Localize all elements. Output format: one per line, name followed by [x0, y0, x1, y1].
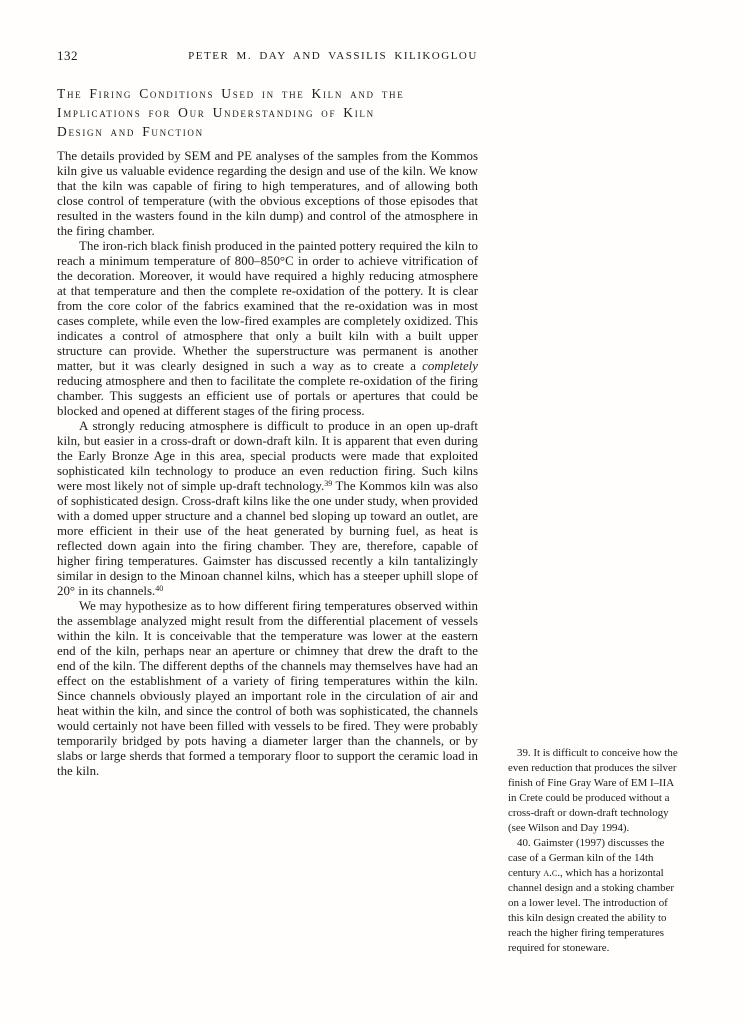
page-number: 132 — [57, 48, 78, 63]
smallcaps-text: a.c. — [543, 867, 560, 879]
footnote: 40. Gaimster (1997) discusses the case of a German kiln of the 14th century a.c., which has a horizontal channel design and a stoking chamber on a lower level. The introduction of this kiln design created the ability to reach the higher firing temperatures required for stoneware. — [508, 837, 675, 954]
main-text-column — [57, 149, 478, 779]
section-heading — [57, 84, 527, 141]
footnote: 39. It is difficult to conceive how the even reduction that produces the silver finish of Fine Gray Ware of EM I–IIA in Crete could be produced without a cross-draft or down-draft technology (see Wilson and Day 1994). — [508, 747, 678, 834]
body-paragraph: We may hypothesize as to how different firing temperatures observed within the assemblage analyzed might result from the differential placement of vessels within the kiln. It is conceivable that the temperature was lower at the eastern end of the kiln, perhaps near an aperture or chimney that drew the draft to the end of the kiln. The different depths of the channels may themselves have had an effect on the establishment of a variety of firing temperatures within the kiln. Since channels obviously played an important role in the circulation of air and heat within the kiln, and since the control of both was sophisticated, the channels would certainly not have been filled with vessels to be fired. They were probably temporarily bridged by pots having a diameter larger than the channels, or by slabs or large sherds that formed a temporary floor to support the ceramic load in the kiln. — [57, 599, 478, 778]
footnote-ref-39: 39 — [324, 479, 333, 489]
section-heading-line: Implications for Our Understanding of Kiln — [57, 105, 375, 120]
footnote-ref-40: 40 — [155, 584, 164, 594]
footnotes-column — [508, 746, 680, 956]
running-head: PETER M. DAY AND VASSILIS KILIKOGLOU — [188, 50, 478, 62]
body-paragraph: The iron-rich black finish produced in the painted pottery required the kiln to reach a minimum temperature of 800–850°C in order to achieve vitrification of the decoration. Moreover, it would have required a highly reducing atmosphere at that temperature and then the complete re-oxidation of the pottery. It is clear from the core color of the fabrics examined that the re-oxidation was in most cases complete, while even the low-fired examples are completely oxidized. This indicates a control of atmosphere that only a built kiln with a built upper structure can provide. Whether the superstructure was permanent is another matter, but it was clearly designed in such a way as to create a completely reducing atmosphere and then to facilitate the complete re-oxidation of the firing chamber. This suggests an efficient use of portals or apertures that could be blocked and opened at different stages of the firing process. — [57, 239, 478, 418]
body-paragraph: A strongly reducing atmosphere is difficult to produce in an open up-draft kiln, but easier in a cross-draft or down-draft kiln. It is apparent that even during the Early Bronze Age in this area, special products were made that exploited sophisticated kiln technology to produce an even reduction firing. Such kilns were most likely not of simple up-draft technology.$^{39}$ The Kommos kiln was also of sophisticated design. Cross-draft kilns like the one under study, when provided with a domed upper structure and a channel bed sloping up toward an outlet, are more efficient in their use of the heat generated by burning fuel, as heat is reflected down again into the firing chamber. They are, therefore, capable of higher firing temperatures. Gaimster has discussed recently a kiln tantalizingly similar in design to the Minoan channel kilns, which has a steeper uphill slope of 20° in its channels.$^{40}$ — [57, 419, 478, 598]
section-heading-line: Design and Function — [57, 124, 204, 139]
body-paragraph: The details provided by SEM and PE analyses of the samples from the Kommos kiln give us valuable evidence regarding the design and use of the kiln. We know that the kiln was capable of firing to high temperatures, and of allowing both close control of temperature (with the obvious exceptions of those episodes that resulted in the wasters found in the kiln dump) and control of the atmosphere in the firing chamber. — [57, 149, 478, 238]
italic-text: completely — [422, 359, 478, 373]
section-heading-line: The Firing Conditions Used in the Kiln and the — [57, 86, 405, 101]
